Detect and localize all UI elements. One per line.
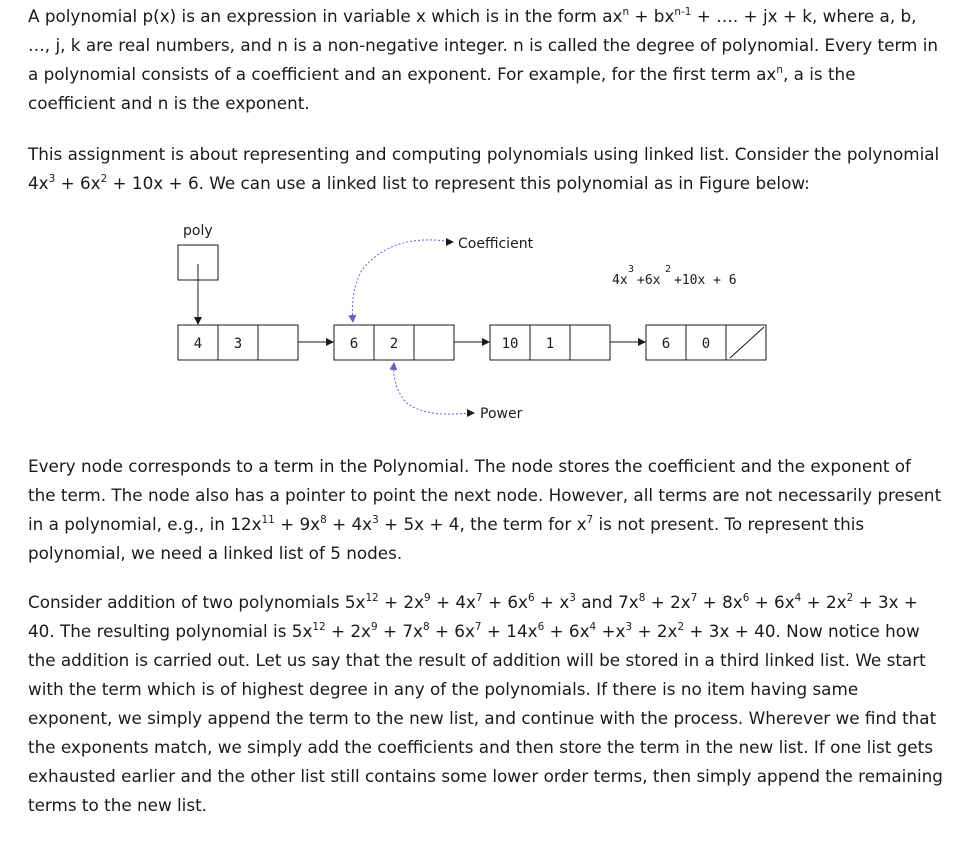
expr-term-4x: 4x (612, 273, 628, 288)
node-coefficient: 6 (349, 336, 359, 352)
intro-paragraph: A polynomial p(x) is an expression in variable x which is in the form $ax^n + bx^{n-1}$ + …. + jx + k, where a, b, …, j, k are real numbers, and n is a non-negative integer. n is called the degree of polynomial. Every term in a polynomial consists of a coefficient and an exponent. For example, for the first term $ax^n$, a is the coefficient and n is the exponent. (28, 5, 939, 113)
expr-term-6x: +6x (637, 273, 661, 288)
node-coefficient: 10 (501, 336, 519, 352)
coefficient-label-arrowhead (446, 238, 454, 246)
node-exponent: 3 (233, 336, 243, 352)
power-label-arrowhead (467, 409, 475, 417)
power-label: Power (480, 406, 523, 422)
coefficient-label: Coefficient (458, 236, 534, 252)
expr-term-rest: +10x + 6 (674, 273, 737, 288)
polynomial-expression (612, 264, 737, 288)
addition-paragraph: Consider addition of two polynomials $5x^{12} + 2x^9 + 4x^7 + 6x^6 + x^3$ and $7x^8 + 2x^7 + 8x^6 + 6x^4 + 2x^2 + 3x + 40$. The resulting polynomial is $5x^{12} + 2x^9 + 7x^8 + 6x^7 + 14x^6 + 6x^4 +x^3 + 2x^2 + 3x + 40$. Now notice how the addition is carried out. Let us say that the result of addition will be stored in a third linked list. We start with the term which is of highest degree in any of the polynomials. If there is no item having same exponent, we simply append the term to the new list, and continue with the process. Wherever we find that the exponents match, we simply add the coefficients and then store the term in the new list. If one list gets exhausted earlier and the other list still contains some lower order terms, then simply append the remaining terms to the new list. (28, 591, 943, 815)
list-node-2 (334, 325, 454, 360)
assignment-paragraph: This assignment is about representing and computing polynomials using linked list. Consider the polynomial $4x^3 + 6x^2 + 10x + 6$. We can use a linked list to represent this polynomial as in Figure below: (28, 144, 940, 193)
list-node-4 (646, 325, 766, 360)
node-exponent: 1 (545, 336, 555, 352)
expr-exponent-2: 2 (665, 264, 672, 275)
node-exponent: 0 (701, 336, 711, 352)
list-node-1 (178, 325, 298, 360)
expr-exponent-3: 3 (628, 264, 635, 275)
node-coefficient: 4 (193, 336, 203, 352)
list-node-3 (490, 325, 610, 360)
node-explanation-paragraph: Every node corresponds to a term in the Polynomial. The node stores the coefficient and the exponent of the term. The node also has a pointer to point the next node. However, all terms are not necessarily present in a polynomial, e.g., in $12x^{11} + 9x^8 + 4x^3 + 5x + 4$, the term for $x^7$ is not present. To represent this polynomial, we need a linked list of 5 nodes. (28, 456, 942, 563)
coefficient-annotation-arrow (352, 240, 452, 322)
head-label: poly (183, 223, 213, 239)
power-annotation-arrow (394, 363, 470, 414)
node-coefficient: 6 (661, 336, 671, 352)
node-exponent: 2 (389, 336, 399, 352)
